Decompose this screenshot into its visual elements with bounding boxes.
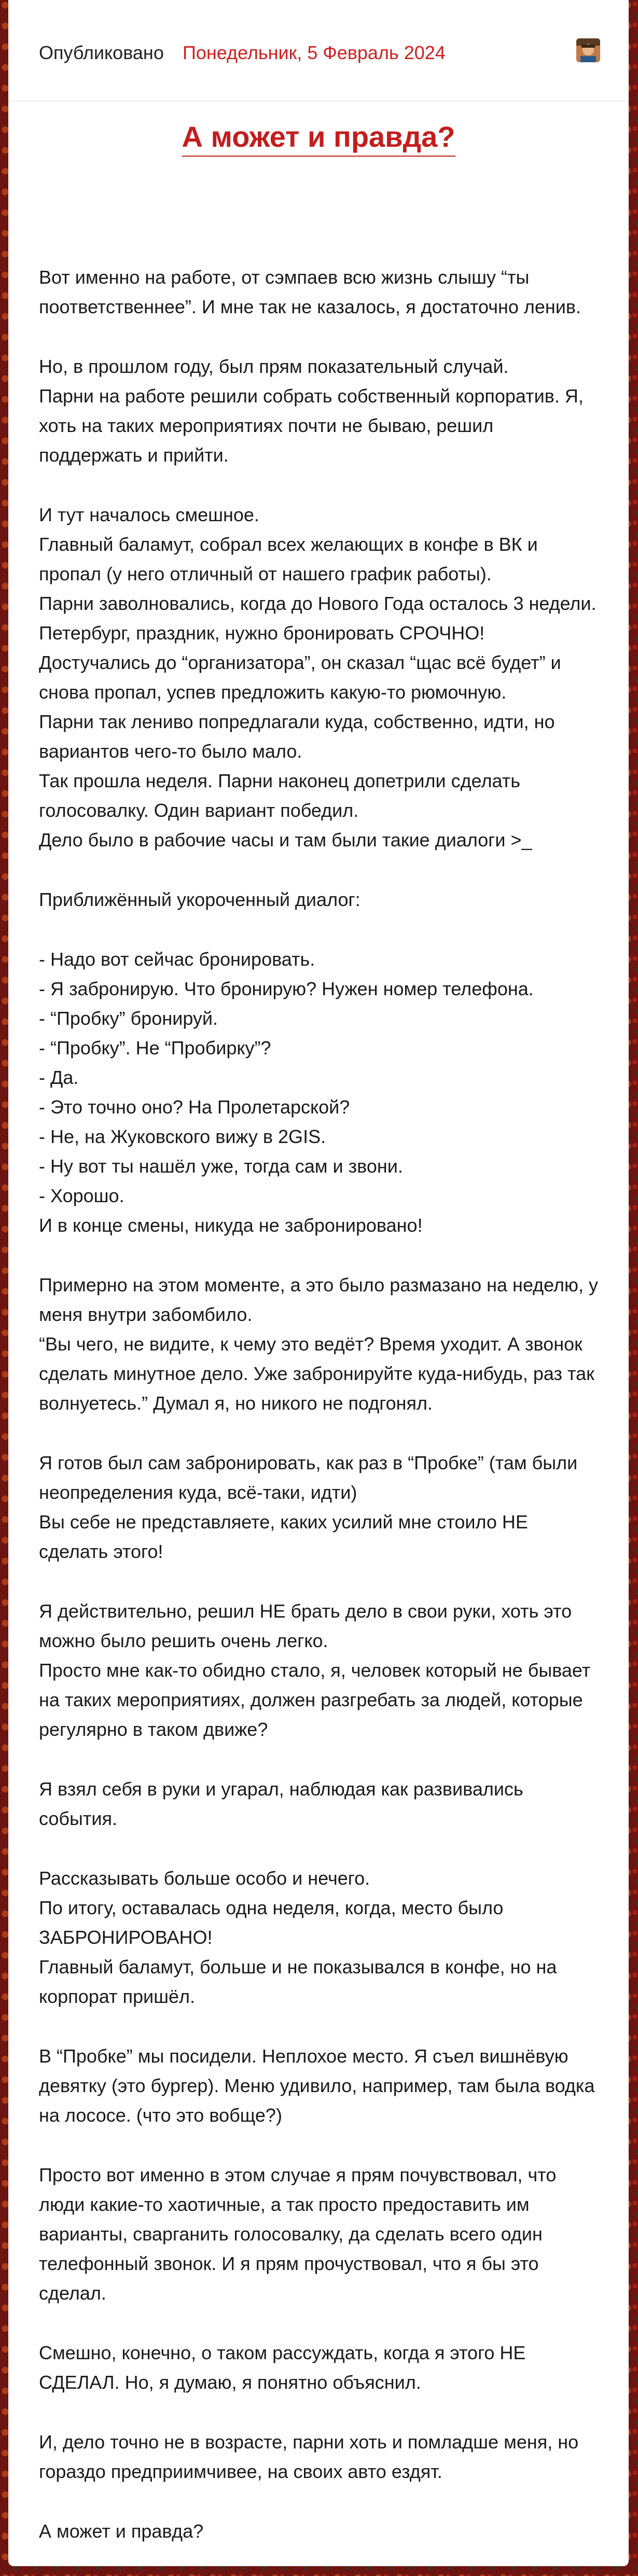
- paragraph-line: Главный баламут, собрал всех желающих в конфе в ВК и пропал (у него отличный от нашего график работы).: [39, 534, 538, 584]
- post-paragraph: [39, 2427, 599, 2486]
- paragraph-line: Я действительно, решил НЕ брать дело в свои руки, хоть это можно было решить очень легко.: [39, 1600, 572, 1651]
- post-paragraph: [39, 1270, 599, 1418]
- paragraph-line: Я готов был сам забронировать, как раз в “Пробке” (там были неопределения куда, всё-таки, идти): [39, 1452, 578, 1503]
- published-date: Понедельник, 5 Февраль 2024: [183, 42, 446, 63]
- paragraph-line: - “Пробку”. Не “Пробирку”?: [39, 1037, 271, 1059]
- post-header: [8, 0, 629, 102]
- post-paragraph: [39, 1863, 599, 2011]
- published-label: Опубликовано: [39, 42, 164, 63]
- paragraph-line: Главный баламут, больше и не показывался в конфе, но на корпорат пришёл.: [39, 1956, 557, 2007]
- paragraph-line: Парни на работе решили собрать собственный корпоратив. Я, хоть на таких мероприятиях почти не бываю, решил поддержать и прийти.: [39, 385, 584, 466]
- post-paragraph: [39, 500, 599, 855]
- post-title-text: А может и правда?: [182, 119, 455, 157]
- paragraph-line: А может и правда?: [39, 2521, 204, 2542]
- paragraph-line: Парни так лениво попредлагали куда, собственно, идти, но вариантов чего-то было мало.: [39, 711, 555, 762]
- post-card: [8, 0, 629, 2566]
- paragraph-line: - Надо вот сейчас бронировать.: [39, 949, 315, 970]
- paragraph-line: И тут началось смешное.: [39, 504, 259, 525]
- paragraph-line: - Ну вот ты нашёл уже, тогда сам и звони.: [39, 1155, 403, 1177]
- paragraph-line: Я взял себя в руки и угарал, наблюдая как развивались события.: [39, 1778, 523, 1829]
- post-title: [8, 119, 629, 157]
- post-paragraph: [39, 1774, 599, 1833]
- paragraph-line: Просто мне как-то обидно стало, я, человек который не бывает на таких мероприятиях, должен разгребать за людей, которые регулярно в таком движе?: [39, 1660, 591, 1740]
- paragraph-line: Достучались до “организатора”, он сказал “щас всё будет” и снова пропал, успев предложить какую-то рюмочную.: [39, 652, 561, 703]
- post-paragraph: [39, 1448, 599, 1566]
- paragraph-line: - “Пробку” бронируй.: [39, 1008, 218, 1029]
- paragraph-line: Просто вот именно в этом случае я прям почувствовал, что люди какие-то хаотичные, а так просто предоставить им варианты, сварганить голосовалку, да сделать всего один телефонный звонок. И я прям прочуствовал, что я бы это сделал.: [39, 2164, 557, 2304]
- paragraph-line: Парни заволновались, когда до Нового Года осталось 3 недели. Петербург, праздник, нужно бронировать СРОЧНО!: [39, 593, 597, 644]
- paragraph-line: “Вы чего, не видите, к чему это ведёт? Время уходит. А звонок сделать минутное дело. Уже забронируйте куда-нибудь, раз так волнуетесь.” Думал я, но никого не подгонял.: [39, 1333, 594, 1414]
- paragraph-line: Смешно, конечно, о таком рассуждать, когда я этого НЕ СДЕЛАЛ. Но, я думаю, я понятно объяснил.: [39, 2342, 526, 2393]
- avatar-icon[interactable]: [576, 38, 600, 62]
- post-paragraph: [39, 2338, 599, 2397]
- paragraph-line: По итогу, оставалась одна неделя, когда, место было ЗАБРОНИРОВАНО!: [39, 1897, 504, 1948]
- post-paragraph: [39, 2516, 599, 2546]
- post-paragraph: [39, 885, 599, 914]
- post-paragraph: [39, 2041, 599, 2130]
- paragraph-line: И в конце смены, никуда не забронировано!: [39, 1215, 423, 1236]
- paragraph-line: - Не, на Жуковского вижу в 2GIS.: [39, 1126, 326, 1147]
- paragraph-line: И, дело точно не в возрасте, парни хоть и помладше меня, но гораздо предприимчивее, на своих авто ездят.: [39, 2431, 579, 2482]
- post-paragraph: [39, 2160, 599, 2308]
- paragraph-line: Примерно на этом моменте, а это было размазано на неделю, у меня внутри забомбило.: [39, 1274, 599, 1325]
- paragraph-line: - Я забронирую. Что бронирую? Нужен номер телефона.: [39, 978, 534, 999]
- paragraph-line: - Хорошо.: [39, 1185, 124, 1206]
- paragraph-line: Вы себе не представляете, каких усилий мне стоило НЕ сделать этого!: [39, 1511, 528, 1562]
- paragraph-line: - Это точно оно? На Пролетарской?: [39, 1096, 350, 1118]
- paragraph-line: - Да.: [39, 1067, 79, 1088]
- paragraph-line: Вот именно на работе, от сэмпаев всю жизнь слышу “ты поответственнее”. И мне так не казалось, я достаточно ленив.: [39, 267, 581, 317]
- post-paragraph: [39, 262, 599, 322]
- paragraph-line: В “Пробке” мы посидели. Неплохое место. Я съел вишнёвую девятку (это бургер). Меню удивило, например, там была водка на лососе. (что это вобще?): [39, 2045, 595, 2126]
- post-paragraph: [39, 1596, 599, 1744]
- paragraph-line: Дело было в рабочие часы и там были такие диалоги >_: [39, 829, 532, 851]
- post-paragraph: [39, 944, 599, 1240]
- post-paragraph: [39, 352, 599, 470]
- paragraph-line: Рассказывать больше особо и нечего.: [39, 1868, 370, 1889]
- post-body: [39, 262, 599, 2576]
- paragraph-line: Приближённый укороченный диалог:: [39, 889, 360, 910]
- paragraph-line: Так прошла неделя. Парни наконец допетрили сделать голосовалку. Один вариант победил.: [39, 770, 520, 821]
- paragraph-line: Но, в прошлом году, был прям показательный случай.: [39, 356, 509, 377]
